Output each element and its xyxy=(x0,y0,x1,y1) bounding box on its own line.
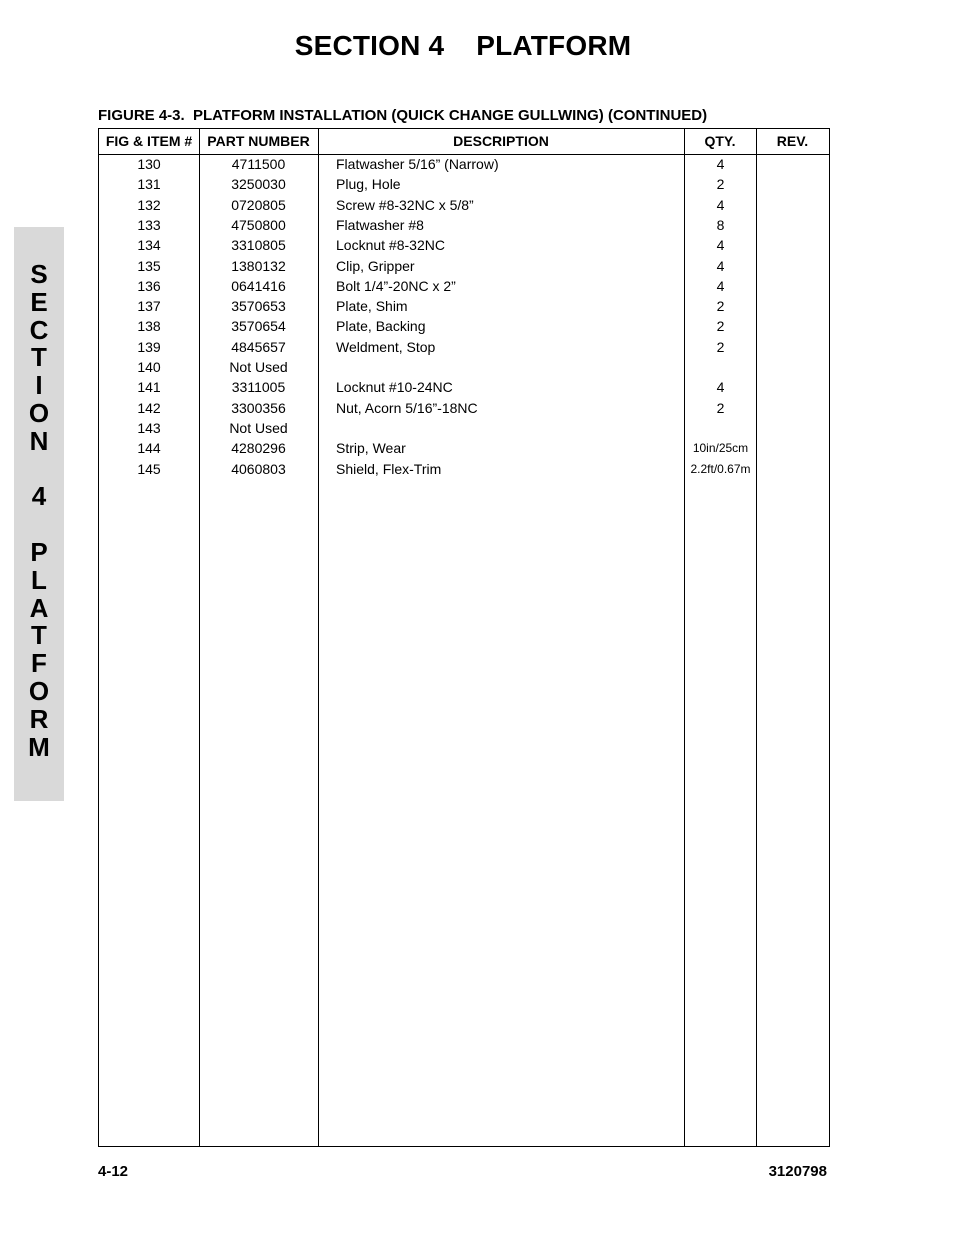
cell-qty: 4 xyxy=(716,196,725,213)
cell-item: 132 xyxy=(137,196,161,213)
header-part-number: PART NUMBER xyxy=(207,133,310,149)
cell-item: 131 xyxy=(137,176,161,193)
cell-qty: 2 xyxy=(716,318,725,335)
table-row xyxy=(99,154,829,174)
table-row xyxy=(99,276,829,296)
cell-item: 139 xyxy=(137,338,161,355)
cell-description: Weldment, Stop xyxy=(336,338,436,355)
cell-part-number: 4280296 xyxy=(231,440,286,457)
cell-description: Clip, Gripper xyxy=(336,257,415,274)
side-tab-letter: L xyxy=(31,564,47,595)
section-side-tab xyxy=(14,227,64,801)
side-tab-letter: N xyxy=(29,425,49,456)
cell-description: Flatwasher 5/16” (Narrow) xyxy=(336,156,499,172)
cell-item: 140 xyxy=(137,359,161,375)
side-tab-letter: T xyxy=(31,620,47,651)
side-tab-letter: O xyxy=(28,675,50,706)
header-description: DESCRIPTION xyxy=(453,133,549,149)
table-row xyxy=(99,296,829,316)
cell-description: Locknut #8-32NC xyxy=(336,237,445,254)
cell-description: Strip, Wear xyxy=(336,440,406,457)
cell-qty: 4 xyxy=(716,237,725,254)
cell-description: Plate, Backing xyxy=(336,318,426,335)
cell-qty: 2 xyxy=(716,176,725,193)
figure-caption: FIGURE 4-3. PLATFORM INSTALLATION (QUICK CHANGE GULLWING) (CONTINUED) xyxy=(98,107,708,124)
table-row xyxy=(99,357,829,377)
table-row xyxy=(99,398,829,418)
cell-part-number: 4845657 xyxy=(231,338,286,355)
side-tab-letter: M xyxy=(28,731,50,762)
cell-description: Plug, Hole xyxy=(336,176,401,193)
cell-item: 137 xyxy=(137,298,161,315)
cell-part-number: 3300356 xyxy=(231,399,286,416)
cell-description: Plate, Shim xyxy=(336,298,408,315)
cell-item: 145 xyxy=(137,460,161,477)
side-tab-letter: F xyxy=(31,648,47,679)
header-qty: QTY. xyxy=(704,133,736,149)
side-tab-letter: C xyxy=(29,314,49,345)
cell-item: 141 xyxy=(137,379,161,396)
cell-part-number: 3310805 xyxy=(231,237,286,254)
table-row xyxy=(99,377,829,397)
cell-item: 142 xyxy=(137,399,161,416)
cell-part-number: Not Used xyxy=(229,359,288,375)
side-tab-letter: P xyxy=(30,536,48,567)
cell-part-number: 0720805 xyxy=(231,196,286,213)
table-row xyxy=(99,459,829,479)
side-tab-letter: T xyxy=(31,342,47,373)
side-tab-letter: R xyxy=(29,703,49,734)
cell-description: Flatwasher #8 xyxy=(336,216,424,233)
header-item: FIG & ITEM # xyxy=(105,133,193,149)
cell-qty: 2 xyxy=(716,338,725,355)
cell-item: 144 xyxy=(137,440,161,457)
cell-qty: 2 xyxy=(716,399,725,416)
cell-item: 135 xyxy=(137,257,161,274)
table-row xyxy=(99,438,829,458)
cell-item: 136 xyxy=(137,277,161,294)
cell-part-number: 4711500 xyxy=(231,156,286,172)
cell-part-number: 0641416 xyxy=(231,277,286,294)
cell-part-number: 1380132 xyxy=(231,257,286,274)
cell-item: 133 xyxy=(137,216,161,233)
cell-description: Screw #8-32NC x 5/8” xyxy=(336,196,474,213)
side-tab-letters xyxy=(14,261,64,761)
cell-part-number: 4060803 xyxy=(231,460,286,477)
header-rev: REV. xyxy=(776,133,809,149)
cell-item: 130 xyxy=(137,156,161,172)
cell-part-number: 3311005 xyxy=(231,379,286,396)
cell-qty: 8 xyxy=(716,216,725,233)
table-row xyxy=(99,418,829,438)
cell-part-number: 3570653 xyxy=(231,298,286,315)
side-tab-letter xyxy=(14,511,64,539)
side-tab-letter: 4 xyxy=(31,481,47,512)
cell-description: Nut, Acorn 5/16”-18NC xyxy=(336,399,478,416)
side-tab-letter: O xyxy=(28,397,50,428)
cell-item: 138 xyxy=(137,318,161,335)
side-tab-letter: E xyxy=(30,286,48,317)
cell-part-number: Not Used xyxy=(229,419,288,436)
cell-qty: 4 xyxy=(716,379,725,396)
table-row xyxy=(99,215,829,235)
page-number: 4-12 xyxy=(98,1163,129,1180)
side-tab-letter: I xyxy=(35,370,43,401)
cell-description: Locknut #10-24NC xyxy=(336,379,453,396)
cell-qty: 2.2ft/0.67m xyxy=(690,461,751,476)
cell-part-number: 3570654 xyxy=(231,318,286,335)
cell-qty: 4 xyxy=(716,257,725,274)
table-row xyxy=(99,195,829,215)
cell-item: 143 xyxy=(137,419,161,436)
parts-table xyxy=(98,128,830,1147)
side-tab-letter xyxy=(14,456,64,484)
table-row xyxy=(99,316,829,336)
cell-qty: 4 xyxy=(716,156,725,172)
side-tab-letter: A xyxy=(29,592,49,623)
table-row xyxy=(99,174,829,194)
cell-item: 134 xyxy=(137,237,161,254)
cell-part-number: 3250030 xyxy=(231,176,286,193)
cell-description: Shield, Flex-Trim xyxy=(336,460,442,477)
cell-part-number: 4750800 xyxy=(231,216,286,233)
cell-qty: 4 xyxy=(716,277,725,294)
side-tab-letter: S xyxy=(30,259,48,289)
table-row xyxy=(99,337,829,357)
table-row xyxy=(99,256,829,276)
cell-description: Bolt 1/4”-20NC x 2” xyxy=(336,277,456,294)
cell-qty: 10in/25cm xyxy=(692,441,749,456)
cell-qty: 2 xyxy=(716,298,725,315)
table-row xyxy=(99,235,829,255)
page-title: SECTION 4 PLATFORM xyxy=(294,30,632,61)
document-number: 3120798 xyxy=(768,1163,827,1180)
